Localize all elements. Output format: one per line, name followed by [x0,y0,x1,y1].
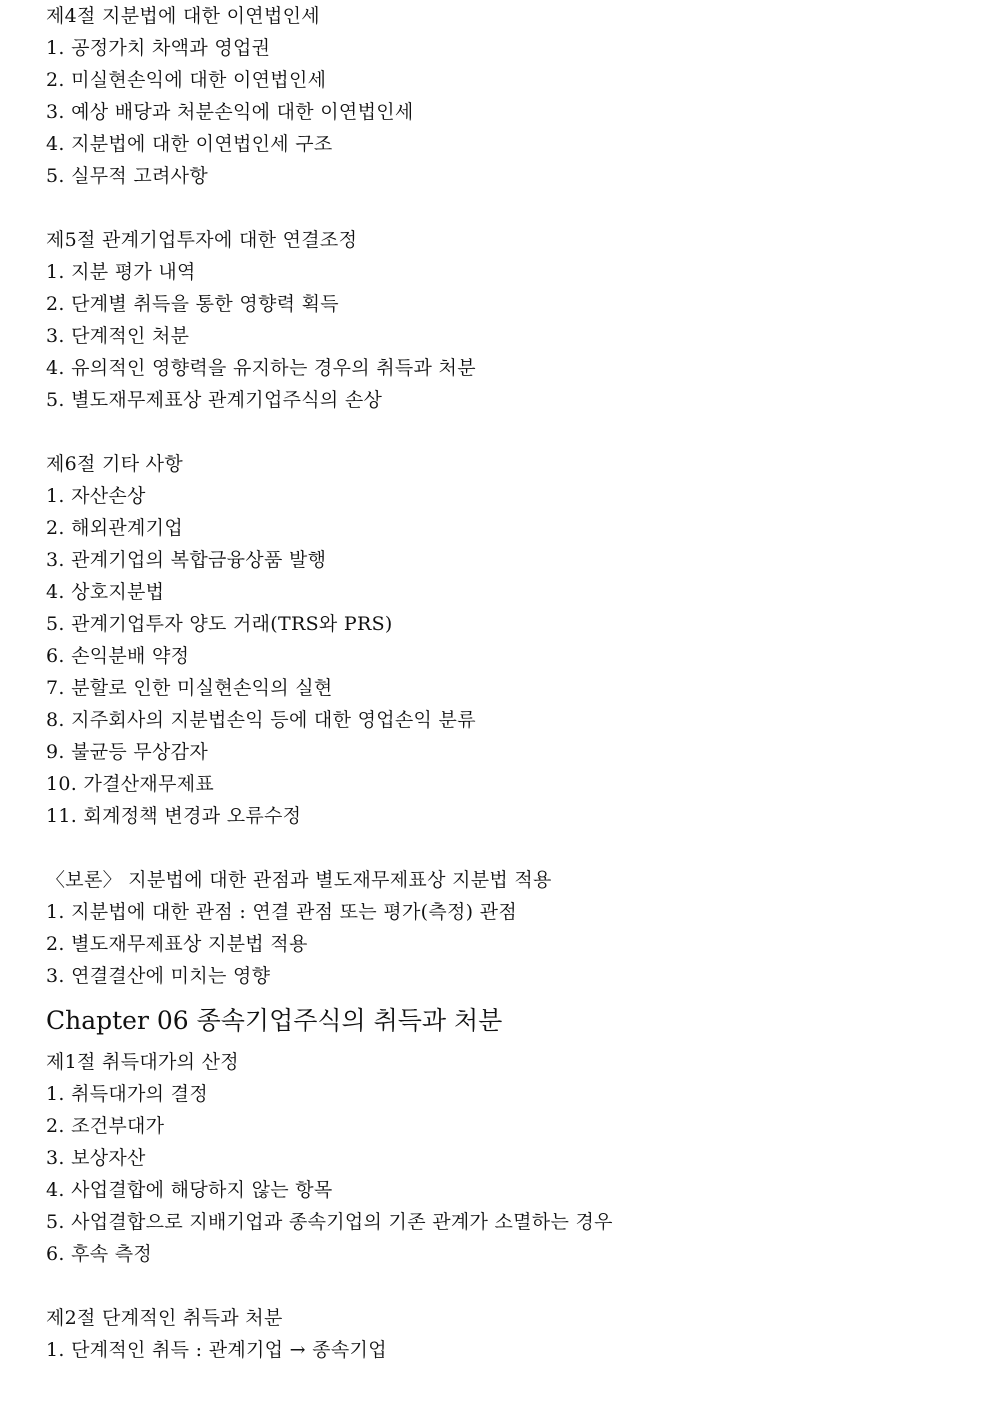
list-item: 2. 단계별 취득을 통한 영향력 획득 [46,293,339,315]
section-title: 제1절 취득대가의 산정 [46,1051,239,1073]
spacer [46,192,946,224]
list-item: 1. 자산손상 [46,485,146,507]
spacer [46,832,946,864]
section-4 [46,0,946,192]
list-item: 1. 공정가치 차액과 영업권 [46,37,271,59]
section-6 [46,448,946,832]
list-item: 2. 별도재무제표상 지분법 적용 [46,933,308,955]
chapter-title: Chapter 06 종속기업주식의 취득과 처분 [46,1006,503,1035]
section-title: 제5절 관계기업투자에 대한 연결조정 [46,229,358,251]
list-item: 10. 가결산재무제표 [46,773,215,795]
list-item: 3. 예상 배당과 처분손익에 대한 이연법인세 [46,101,414,123]
section-5 [46,224,946,416]
list-item: 1. 취득대가의 결정 [46,1083,208,1105]
list-item: 6. 후속 측정 [46,1243,153,1265]
appendix-section [46,864,946,992]
section-title: 제6절 기타 사항 [46,453,183,475]
list-item: 5. 사업결합으로 지배기업과 종속기업의 기존 관계가 소멸하는 경우 [46,1211,613,1233]
list-item: 4. 상호지분법 [46,581,165,603]
spacer [46,416,946,448]
list-item: 4. 지분법에 대한 이연법인세 구조 [46,133,333,155]
list-item: 3. 단계적인 처분 [46,325,190,347]
table-of-contents [46,0,946,1366]
section-title: 제4절 지분법에 대한 이연법인세 [46,5,320,27]
list-item: 11. 회계정책 변경과 오류수정 [46,805,302,827]
list-item: 7. 분할로 인한 미실현손익의 실현 [46,677,333,699]
list-item: 2. 해외관계기업 [46,517,183,539]
list-item: 8. 지주회사의 지분법손익 등에 대한 영업손익 분류 [46,709,476,731]
chapter6-section-2 [46,1302,946,1366]
list-item: 9. 불균등 무상감자 [46,741,208,763]
list-item: 5. 실무적 고려사항 [46,165,208,187]
list-item: 2. 미실현손익에 대한 이연법인세 [46,69,327,91]
spacer [46,1270,946,1302]
list-item: 2. 조건부대가 [46,1115,165,1137]
list-item: 3. 관계기업의 복합금융상품 발행 [46,549,327,571]
list-item: 4. 사업결합에 해당하지 않는 항목 [46,1179,333,1201]
list-item: 1. 단계적인 취득 : 관계기업 → 종속기업 [46,1339,387,1361]
list-item: 5. 별도재무제표상 관계기업주식의 손상 [46,389,383,411]
list-item: 1. 지분법에 대한 관점 : 연결 관점 또는 평가(측정) 관점 [46,901,517,923]
list-item: 5. 관계기업투자 양도 거래(TRS와 PRS) [46,613,393,635]
list-item: 4. 유의적인 영향력을 유지하는 경우의 취득과 처분 [46,357,476,379]
chapter6-section-1 [46,1046,946,1270]
section-title: 〈보론〉 지분법에 대한 관점과 별도재무제표상 지분법 적용 [46,869,552,891]
list-item: 3. 연결결산에 미치는 영향 [46,965,271,987]
list-item: 1. 지분 평가 내역 [46,261,196,283]
list-item: 6. 손익분배 약정 [46,645,190,667]
list-item: 3. 보상자산 [46,1147,146,1169]
section-title: 제2절 단계적인 취득과 처분 [46,1307,283,1329]
